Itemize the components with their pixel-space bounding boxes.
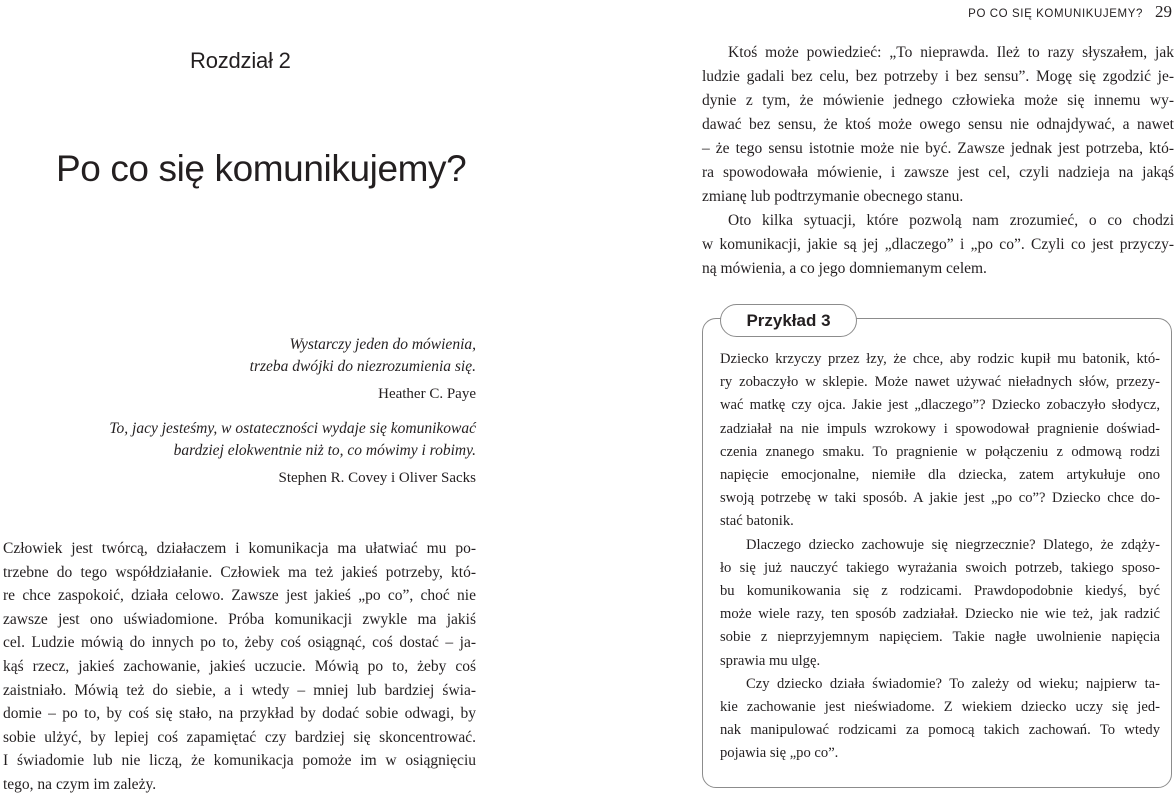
epigraph-line: bardziej elokwentnie niż to, co mówimy i robimy. [173, 442, 476, 459]
text-line: re chce zaspokoić, działa celowo. Zawsze jest jakieś „po co”, choć nie [3, 587, 476, 605]
text-line: ludzie gadali bez celu, bez potrzeby i bez sensu”. Mogę się zgodzić je- [702, 68, 1174, 85]
example-label: Przykład 3 [720, 304, 857, 337]
text-line: trzebne do tego współdziałanie. Człowiek ma też jakieś potrzeby, któ- [3, 563, 476, 581]
text-line: wać matkę czy ojca. Jakie jest „dlaczego”? Dziecko zobaczyło słodycz, [720, 397, 1160, 414]
text-line: napięcie emocjonalne, niemiłe dla dziecka, zatem artykułuje ono [720, 467, 1160, 484]
right-body-paragraph [702, 209, 1174, 281]
example-paragraph [720, 673, 1160, 766]
text-line: zawsze jest ono uświadomione. Próba komunikacji zwykle ma jakiś [3, 610, 476, 628]
left-body-paragraph [3, 537, 476, 797]
text-line: może wiele razy, ten sposób zadziałał. Dziecko nie wie też, jak radzić [720, 606, 1160, 623]
text-line: ry zobaczyło w sklepie. Może nawet używać nieładnych słów, przezy- [720, 374, 1160, 391]
text-line: ną mówienia, a co jego domniemanym celem. [702, 260, 987, 277]
right-body-paragraph [702, 41, 1174, 209]
text-line: ło się już nauczyć takiego wyrażania swoich potrzeb, takiego sposo- [720, 559, 1160, 576]
text-line: bu komunikowania się z rodzicami. Prawdopodobnie kiedyś, być [720, 583, 1160, 600]
epigraph [70, 418, 476, 489]
text-line: Ktoś może powiedzieć: „To nieprawda. Ileż to razy słyszałem, jak [728, 44, 1174, 61]
text-line: sobie z nieprzyjemnym napięciem. Takie nagłe uwolnienie napięcia [720, 629, 1160, 646]
example-paragraph [720, 348, 1160, 534]
text-line: Człowiek jest twórcą, działaczem i komunikacja ma ułatwiać mu po- [3, 540, 476, 557]
text-line: Dziecko krzyczy przez łzy, że chce, aby rodzic kupił mu batonik, któ- [720, 351, 1160, 367]
right-page [588, 0, 1176, 792]
text-line: Czy dziecko działa świadomie? To zależy od wieku; najpierw ta- [746, 675, 1160, 692]
text-line: kie zachowanie jest nieświadome. Z wiekiem dziecko uczy się jed- [720, 699, 1160, 716]
text-line: tego, na czym im zależy. [3, 775, 157, 793]
text-line: Oto kilka sytuacji, które pozwolą nam zrozumieć, o co chodzi [728, 212, 1174, 229]
text-line: dawać bez sensu, że ktoś może owego sensu nie odnajdywać, a nawet [702, 116, 1174, 133]
text-line: sprawia mu ulgę. [720, 652, 821, 669]
epigraph-author: Stephen R. Covey i Oliver Sacks [278, 470, 476, 486]
text-line: nak manipulować rodzicami za pomocą takich zachowań. To wtedy [720, 722, 1160, 739]
epigraphs [70, 334, 476, 502]
text-line: – że tego sensu istotnie może nie być. Zawsze jednak jest potrzeba, któ- [702, 140, 1174, 157]
left-page [0, 0, 588, 792]
epigraph-line: Wystarczy jeden do mówienia, [289, 336, 476, 353]
page-number: 29 [1155, 2, 1172, 21]
chapter-label: Rozdział 2 [190, 48, 291, 73]
text-line: sobie ulżyć, by lepiej coś zapamiętać czy bardziej się skoncentrować. [3, 728, 476, 746]
text-line: stać batonik. [720, 513, 794, 530]
text-line: domie – po to, by coś się stało, na przykład by dodać sobie odwagi, by [3, 705, 476, 723]
epigraph-author: Heather C. Paye [378, 386, 476, 402]
example-text [720, 348, 1160, 766]
text-line: dynie z tym, że mówienie jednego człowieka może się innemu wy- [702, 92, 1174, 109]
running-header [968, 2, 1172, 22]
text-line: pojawia się „po co”. [720, 745, 839, 762]
right-body [702, 41, 1174, 281]
text-line: kąś rzecz, jakieś zachowanie, jakieś uczucie. Mówią po to, żeby coś [3, 657, 476, 675]
epigraph-line: To, jacy jesteśmy, w ostateczności wydaje się komunikować [109, 420, 476, 437]
text-line: swoją potrzebę w taki sposób. A jakie jest „po co”? Dziecko chce do- [720, 490, 1160, 507]
example-paragraph [720, 534, 1160, 673]
text-line: w komunikacji, jakie są jej „dlaczego” i „po co”. Czyli co jest przyczy- [702, 236, 1174, 253]
text-line: Dlaczego dziecko zachowuje się niegrzecznie? Dlatego, że zdąży- [746, 536, 1160, 553]
chapter-title: Po co się komunikujemy? [56, 148, 467, 189]
text-line: ra spowodowała mówienie, i zawsze jest cel, czyli nadzieja na jakąś [702, 164, 1174, 181]
running-title: PO CO SIĘ KOMUNIKUJEMY? [968, 8, 1143, 20]
text-line: czenia znanego smaku. To pragnienie w połączeniu z odmową rodzi [720, 443, 1160, 460]
text-line: zmianę lub podtrzymanie obecnego stanu. [702, 188, 964, 205]
text-line: I świadomie lub nie liczą, że komunikacja pomoże im w osiągnięciu [3, 752, 476, 770]
epigraph-line: trzeba dwójki do niezrozumienia się. [249, 358, 476, 375]
text-line: cel. Ludzie mówią do innych po to, żeby coś osiągnąć, coś dostać – ja- [3, 634, 476, 652]
text-line: zaistniało. Mówią też do siebie, a i wtedy – mniej lub bardziej świa- [3, 681, 476, 699]
epigraph [70, 334, 476, 405]
text-line: zadziałał na nie impuls wzrokowy i spowodował pragnienie doświad- [720, 420, 1160, 437]
